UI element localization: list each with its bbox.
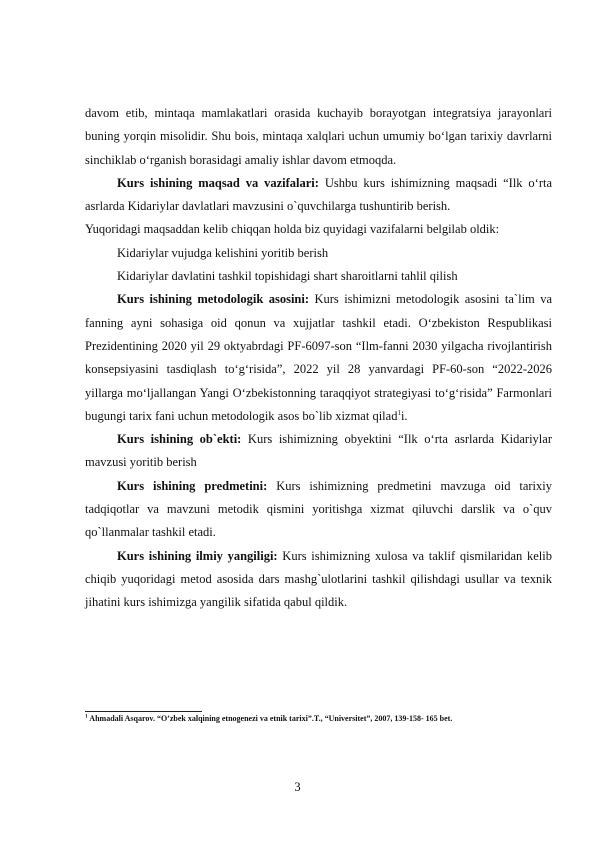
task-item-1: Kidariylar vujudga kelishini yoritib berish (117, 245, 329, 260)
paragraph-methodology (85, 288, 552, 428)
footnote-divider (85, 711, 202, 712)
methodology-text-end: i. (400, 408, 408, 423)
object-label: Kurs ishining ob`ekti: (117, 432, 242, 447)
footnote (85, 714, 552, 724)
paragraph-novelty (85, 545, 552, 615)
paragraph-intro: davom etib, mintaqa mamlakatlari orasida kuchayib borayotgan integratsiya jarayonlari buning yorqin misolidir. Shu bois, mintaqa xalqlari uchun umumiy bo‘lgan tarixiy davrlarni sinchiklab o‘rganish borasidagi amaliy ishlar davom etmoqda. (85, 106, 552, 167)
footnote-mark: 1 (85, 713, 88, 720)
paragraph-subject (85, 475, 552, 545)
goals-label: Kurs ishining maqsad va vazifalari: (117, 175, 319, 190)
novelty-text: Kurs ishimizning xulosa va taklif qismilaridan kelib chiqib yuqoridagi metod asosida dars mashg`ulotlarini tashkil qilishdagi usullar va texnik jihatini kurs ishimizga yangilik sifatida qabul qildik. (85, 548, 552, 610)
novelty-label: Kurs ishining ilmiy yangiligi: (117, 548, 278, 563)
subject-label: Kurs ishining predmetini: (117, 478, 268, 493)
page-number: 3 (294, 780, 301, 794)
footnote-reference[interactable]: 1 (397, 408, 401, 417)
subject-text: Kurs ishimizning predmetini mavzuga oid tarixiy tadqiqotlar va mavzuni metodik qismini yoritishga xizmat qiluvchi darslik va o`quv qo`llanmalar tashkil etadi. (85, 478, 553, 540)
page-body (85, 102, 552, 615)
paragraph-tasks-intro: Yuqoridagi maqsaddan kelib chiqqan holda biz quyidagi vazifalarni belgilab oldik: (85, 222, 500, 237)
task-item-2: Kidariylar davlatini tashkil topishidagi shart sharoitlarni tahlil qilish (117, 269, 458, 284)
object-text: Kurs ishimizning obyektini “Ilk o‘rta asrlarda Kidariylar mavzusi yoritib berish (85, 432, 552, 470)
methodology-text: Kurs ishimizni metodologik asosini ta`lim va fanning ayni sohasiga oid qonun va xujjatlar tashkil etadi. O‘zbekiston Respublikasi Prezidentining 2020 yil 29 oktyabrdagi PF-6097-son “Ilm-fanni 2030 yilgacha rivojlantirish konsepsiyasini tasdiqlash to‘g‘risida”, 2022 yil 28 yanvardagi PF-60-son “2022-2026 yillarga mo‘ljallangan Yangi O‘zbekistonning taraqqiyot strategiyasi to‘g‘risida” Farmonlari bugungi tarix fani uchun metodologik asos bo`lib xizmat qilad (85, 292, 552, 423)
paragraph-object (85, 428, 552, 475)
paragraph-goals (85, 172, 552, 219)
goals-text: Ushbu kurs ishimizning maqsadi “Ilk o‘rta asrlarda Kidariylar davlatlari mavzusini o`quvchilarga tushuntirib berish. (85, 175, 553, 214)
footnote-text: Ahmadali Asqarov. “O’zbek xalqining etnogenezi va etnik tarixi”.T., “Universitet”, 2007, 139-158- 165 bet. (87, 714, 453, 723)
methodology-label: Kurs ishining metodologik asosini: (117, 292, 310, 307)
